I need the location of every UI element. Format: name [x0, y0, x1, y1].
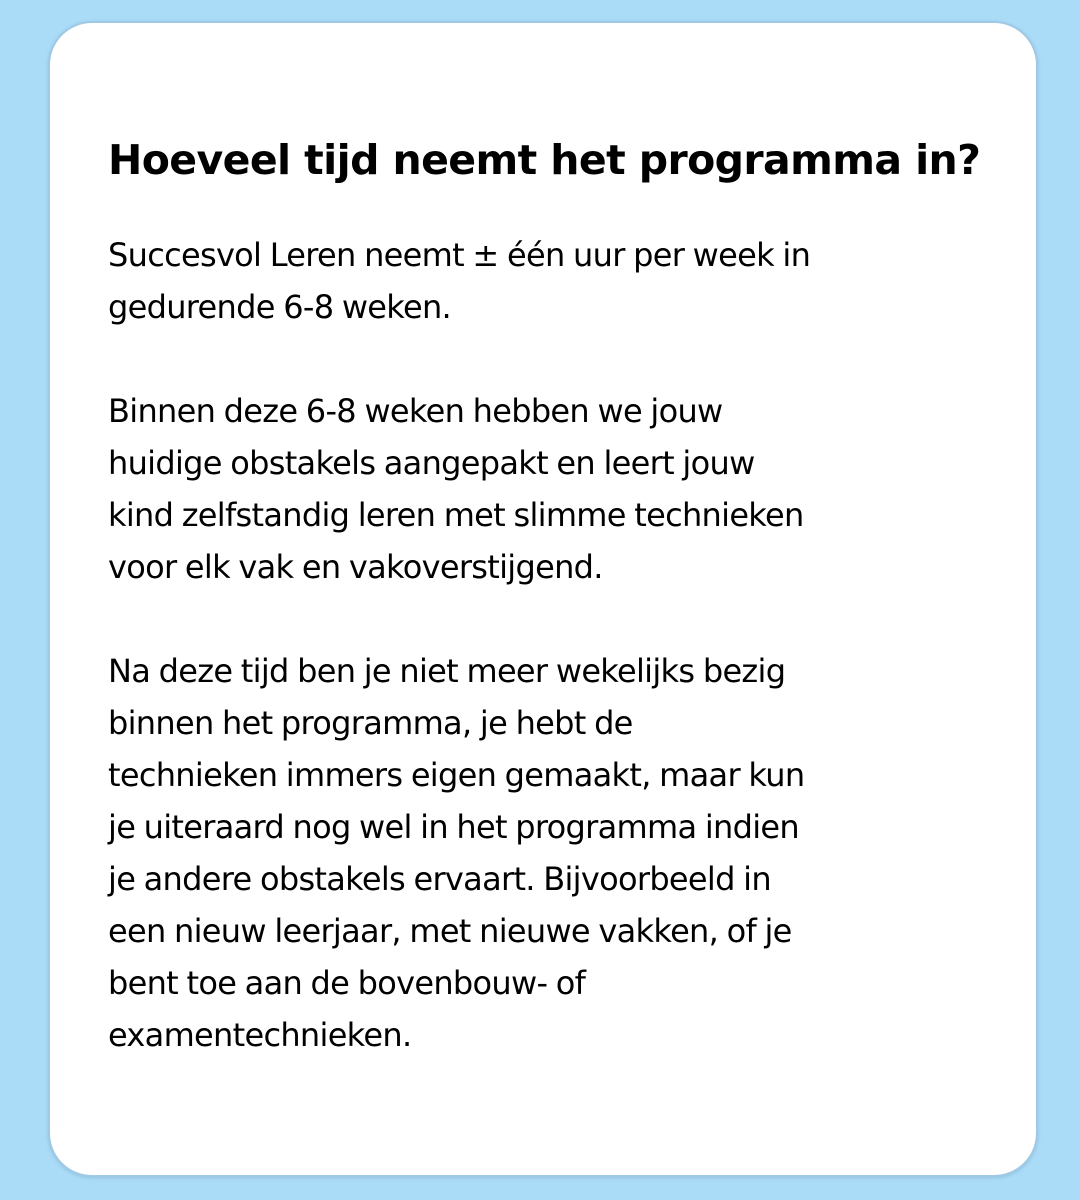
- faq-title: Hoeveel tijd neemt het programma in?: [108, 136, 981, 184]
- paragraph-after-program: Na deze tijd ben je niet meer wekelijks bezig binnen het programma, je hebt de technieken immers eigen gemaakt, maar kun je uiteraard nog wel in het programma indien je andere obstakels ervaart. Bijvoorbeeld in een nieuw leerjaar, met nieuwe vakken, of je bent toe aan de bovenbouw- of examentechnieken.: [108, 652, 805, 1054]
- paragraph-duration: Succesvol Leren neemt ± één uur per week in gedurende 6-8 weken.: [108, 236, 811, 326]
- paragraph-results: Binnen deze 6-8 weken hebben we jouw huidige obstakels aangepakt en leert jouw kind zelfstandig leren met slimme technieken voor elk vak en vakoverstijgend.: [108, 392, 804, 586]
